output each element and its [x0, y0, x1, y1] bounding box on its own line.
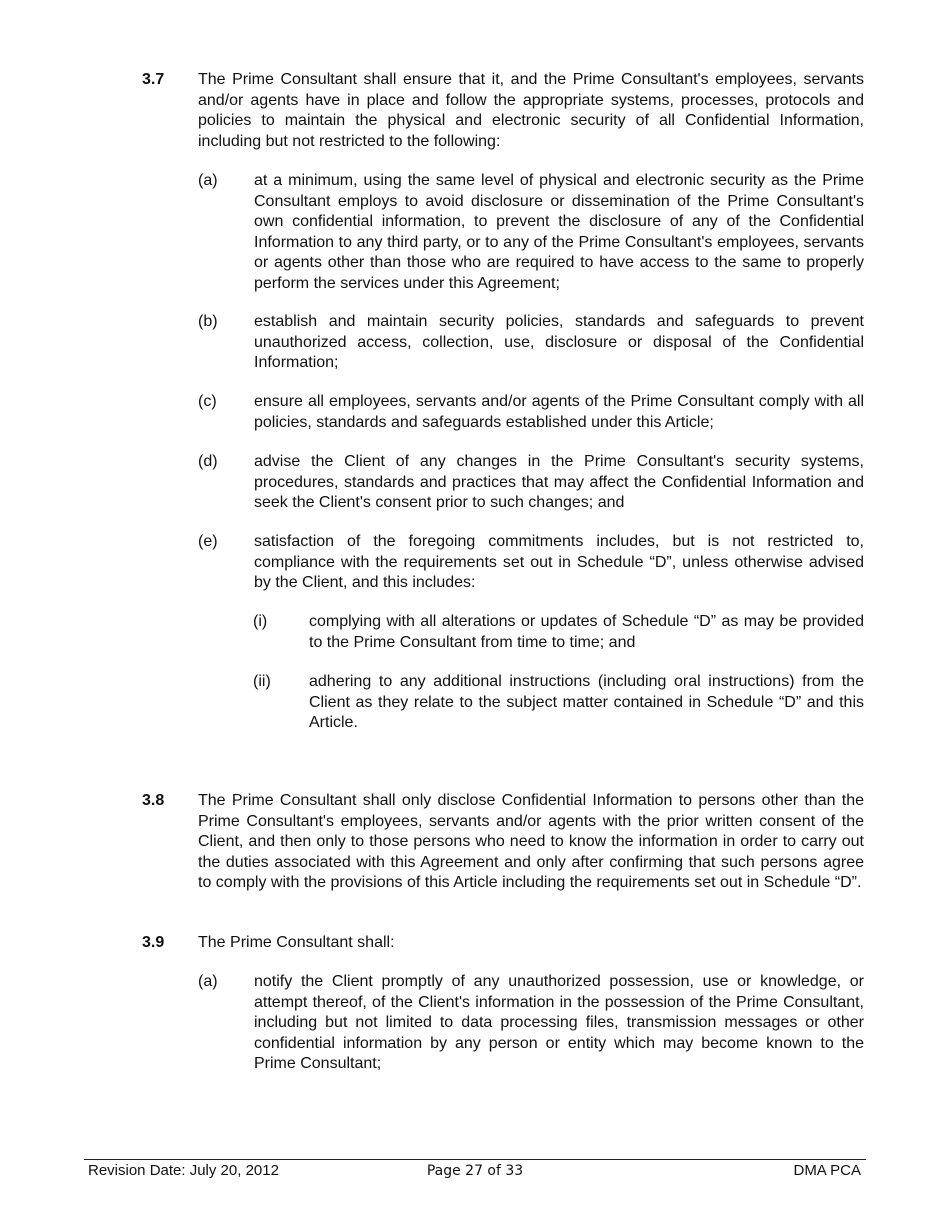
- clause-3-7-item-e: [198, 532, 864, 594]
- item-label: (a): [198, 172, 218, 189]
- clause-3-7-item-b: [198, 312, 864, 374]
- item-text: satisfaction of the foregoing commitments includes, but is not restricted to, compliance with the requirements set out in Schedule “D”, unless otherwise advised by the Client, and this includes:: [254, 533, 864, 591]
- item-text: ensure all employees, servants and/or agents of the Prime Consultant comply with all policies, standards and safeguards established under this Article;: [254, 393, 864, 431]
- item-text: adhering to any additional instructions (including oral instructions) from the Client as they relate to the subject matter contained in Schedule “D” and this Article.: [309, 673, 864, 731]
- footer-page-number: Page 27 of 33: [426, 1163, 524, 1179]
- item-text: complying with all alterations or updates of Schedule “D” as may be provided to the Prime Consultant from time to time; and: [309, 613, 864, 651]
- item-label: (d): [198, 453, 218, 470]
- clause-text: The Prime Consultant shall ensure that it, and the Prime Consultant's employees, servants and/or agents have in place and follow the appropriate systems, processes, protocols and policies to maintain the physical and electronic security of all Confidential Information, including but not restricted to the following:: [198, 71, 864, 150]
- item-label: (c): [198, 393, 217, 410]
- item-text: advise the Client of any changes in the Prime Consultant's security systems, procedures, standards and practices that may affect the Confidential Information and seek the Client's consent prior to such changes; and: [254, 453, 864, 511]
- clause-3-8: [142, 791, 864, 894]
- clause-3-7-item-a: [198, 171, 864, 294]
- item-text: establish and maintain security policies, standards and safeguards to prevent unauthorized access, collection, use, disclosure or disposal of the Confidential Information;: [254, 313, 864, 371]
- footer-divider: [84, 1159, 866, 1160]
- item-label: (ii): [253, 673, 271, 690]
- item-text: notify the Client promptly of any unauthorized possession, use or knowledge, or attempt thereof, of the Client's information in the possession of the Prime Consultant, including but not limited to data processing files, transmission messages or other confidential information by any person or entity which may become known to the Prime Consultant;: [254, 973, 864, 1072]
- item-label: (i): [253, 613, 268, 630]
- clause-number: 3.9: [142, 934, 165, 951]
- clause-3-9-item-a: [198, 972, 864, 1075]
- item-label: (a): [198, 973, 218, 990]
- clause-text: The Prime Consultant shall:: [198, 934, 395, 951]
- clause-3-7: [142, 70, 864, 152]
- item-text: at a minimum, using the same level of physical and electronic security as the Prime Consultant employs to avoid disclosure or dissemination of the Prime Consultant's own confidential information, to prevent the disclosure of any of the Confidential Information to any third party, or to any of the Prime Consultant's employees, servants or agents other than those who are required to have access to the same to properly perform the services under this Agreement;: [254, 172, 864, 292]
- clause-3-7-item-e-i: [253, 612, 864, 653]
- clause-3-9: [142, 933, 864, 954]
- clause-3-7-item-e-ii: [253, 672, 864, 734]
- footer-document-code: DMA PCA: [793, 1162, 861, 1179]
- clause-number: 3.8: [142, 792, 165, 809]
- item-label: (e): [198, 533, 218, 550]
- clause-number: 3.7: [142, 71, 165, 88]
- footer-revision-date: Revision Date: July 20, 2012: [88, 1162, 279, 1179]
- item-label: (b): [198, 313, 218, 330]
- clause-3-7-item-c: [198, 392, 864, 433]
- clause-text: The Prime Consultant shall only disclose Confidential Information to persons other than the Prime Consultant's employees, servants and/or agents with the prior written consent of the Client, and then only to those persons who need to know the information in order to carry out the duties associated with this Agreement and only after confirming that such persons agree to comply with the provisions of this Article including the requirements set out in Schedule “D”.: [198, 792, 864, 891]
- clause-3-7-item-d: [198, 452, 864, 514]
